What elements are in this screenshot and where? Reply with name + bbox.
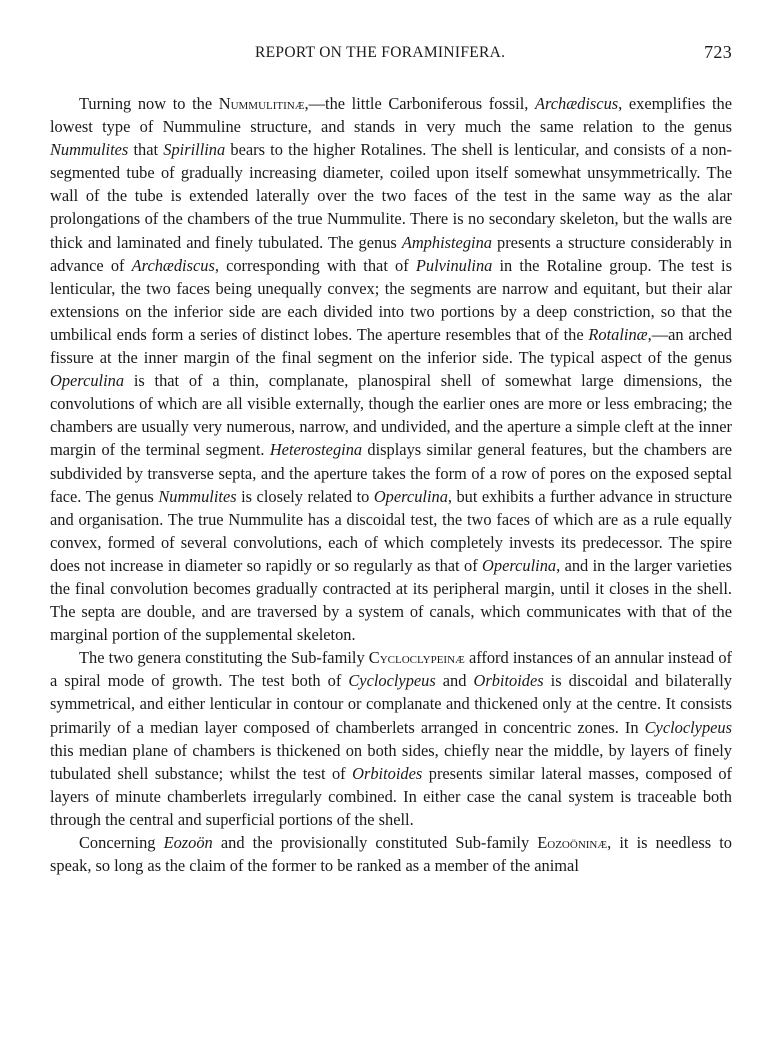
italic-term: Eozoön: [163, 833, 213, 852]
small-caps-term: Nummulitinæ: [218, 94, 305, 113]
text-run: The two genera constituting the Sub-family: [79, 648, 369, 668]
italic-term: Nummulites: [158, 486, 237, 506]
paragraph-nummulitinae: [50, 92, 732, 646]
text-run: in the Rotaline group. The test is lenticular, the two faces being unequally convex; the segments are narrow and equitant, but their alar extensions on the inferior side are each divided into two portions by a deep constriction, so that the umbilical ends form a series of distinct lobes. The aperture resembles that of the: [50, 255, 732, 344]
text-run: is discoidal and bilaterally symmetrical, and either lenticular in contour or complanate and thickened only at the centre. It consists primarily of a median layer composed of chamberlets arranged in concentric zones. In: [50, 671, 732, 737]
body-text: [50, 92, 732, 877]
running-title: REPORT ON THE FORAMINIFERA.: [255, 44, 506, 61]
text-run: Concerning: [79, 833, 164, 852]
text-run: , and in the larger varieties the final convolution becomes gradually contracted at its peripheral margin, until it closes in the shell. The septa are double, and are traversed by a system of canals, which communicates with that of the marginal portion of the supplemental skeleton.: [50, 555, 732, 645]
italic-term: Nummulites: [50, 140, 129, 160]
text-run: , but exhibits a further advance in structure and organisation. The true Nummulite has a discoidal test, the two faces of which are as a rule equally convex, formed of several convolutions, each of which completely invests its predecessor. The spire does not increase in diameter so rapidly or so regularly as that of: [50, 486, 732, 575]
text-run: is closely related to: [236, 486, 374, 506]
italic-term: Cycloclypeus: [644, 717, 732, 737]
italic-term: Amphistegina: [401, 232, 492, 252]
text-run: ,—an arched fissure at the inner margin of the final segment on the inferior side. The typical aspect of the genus: [50, 324, 733, 368]
text-run: presents similar lateral masses, composed of layers of minute chamberlets irregularly combined. In either case the canal system is traceable both through the central and superficial portions of the shell.: [50, 763, 732, 829]
text-run: Turning now to the: [79, 94, 219, 113]
text-run: , it is needless to speak, so long as the claim of the former to be ranked as a member of the animal: [50, 833, 732, 876]
italic-term: Heterostegina: [269, 440, 363, 460]
italic-term: Orbitoides: [473, 671, 544, 691]
small-caps-term: Cycloclypeinæ: [368, 648, 465, 668]
small-caps-term: Eozoöninæ: [537, 833, 608, 852]
italic-term: Cycloclypeus: [348, 671, 436, 691]
italic-term: Pulvinulina: [415, 255, 493, 275]
paragraph-cycloclypeinae: [50, 646, 732, 831]
italic-term: Spirillina: [163, 140, 226, 160]
text-run: , exemplifies the lowest type of Nummuline structure, and stands in very much the same relation to the genus: [50, 94, 732, 137]
text-run: presents a structure considerably in advance of: [50, 232, 733, 275]
text-run: and the provisionally constituted Sub-family: [212, 833, 538, 852]
text-run: displays similar general features, but the chambers are subdivided by transverse septa, and the aperture takes the form of a row of pores on the exposed septal face. The genus: [50, 440, 732, 506]
italic-term: Operculina: [373, 486, 448, 506]
paragraph-eozooninae: [50, 831, 732, 877]
page-number: 723: [704, 42, 732, 62]
text-run: that: [128, 140, 164, 160]
italic-term: Operculina: [50, 371, 125, 391]
italic-term: Rotalinæ: [588, 324, 648, 344]
italic-term: Archædiscus: [534, 94, 619, 113]
text-run: , corresponding with that of: [214, 255, 416, 275]
text-run: bears to the higher Rotalines. The shell is lenticular, and consists of a non-segmented tube of gradually increasing diameter, coiled upon itself somewhat unsymmetrically. The wall of the tube is extended laterally over the two faces of the test in the same way as the alar prolongations of the chambers of the true Nummulite. There is no secondary skeleton, but the walls are thick and laminated and finely tubulated. The genus: [50, 140, 732, 252]
running-head: [50, 44, 732, 68]
text-run: ,—the little Carboniferous fossil,: [304, 94, 535, 113]
text-run: and: [435, 671, 474, 691]
italic-term: Operculina: [482, 555, 557, 575]
italic-term: Archædiscus: [131, 255, 215, 275]
text-run: is that of a thin, complanate, planospiral shell of somewhat large dimensions, the convolutions of which are all visible externally, though the earlier ones are more or less embracing; the chambers are usually very numerous, narrow, and undivided, and the aperture a simple cleft at the inner margin of the terminal segment.: [50, 371, 732, 460]
text-run: this median plane of chambers is thickened on both sides, chiefly near the middle, by layers of finely tubulated shell substance; whilst the test of: [50, 740, 732, 783]
text-run: afford instances of an annular instead of a spiral mode of growth. The test both of: [50, 648, 732, 691]
italic-term: Orbitoides: [352, 763, 423, 783]
